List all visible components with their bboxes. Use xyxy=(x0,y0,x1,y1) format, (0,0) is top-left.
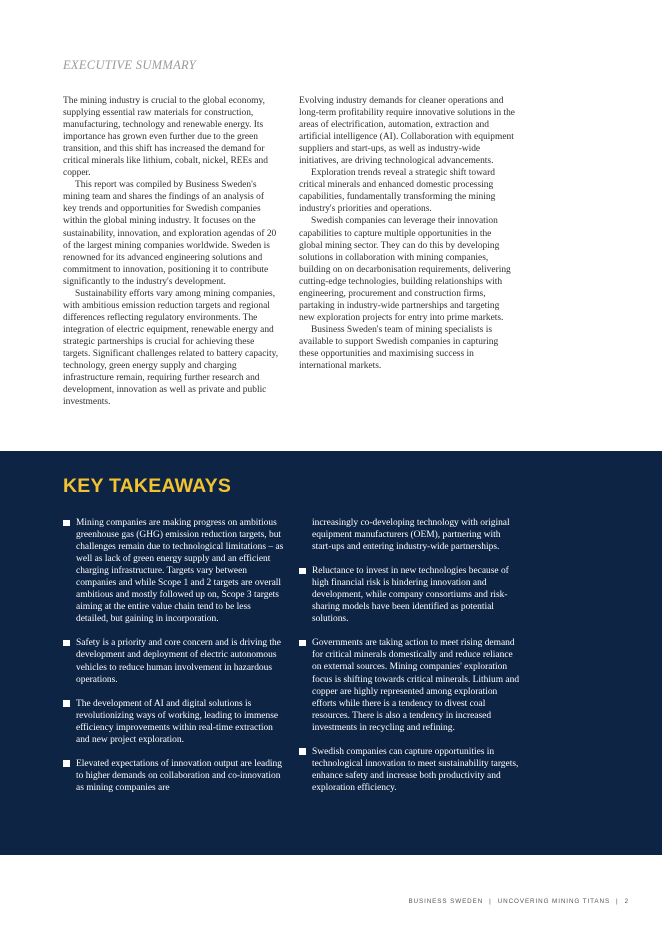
list-item-text: Reluctance to invest in new technologies because of high financial risk is hindering innovation and development, while company consortiums and risk-sharing models have been identified as potential solutions. xyxy=(312,566,509,625)
list-item xyxy=(63,758,285,794)
key-takeaways-list-left xyxy=(63,517,285,806)
list-item-continuation xyxy=(299,517,521,553)
summary-paragraph: Swedish companies can leverage their innovation capabilities to capture multiple opportunities in the global mining sector. They can do this by developing solutions in collaboration with mining companies, building on on decarbonisation requirements, delivering cutting-edge technologies, building relationships with engineering, procurement and construction firms, partaking in industry-wide partnerships and targeting new exploration projects for entry into prime markets. xyxy=(299,216,511,323)
square-bullet-icon xyxy=(299,640,306,647)
list-item-text: Governments are taking action to meet rising demand for critical minerals domestically and reduce reliance on external sources. Mining companies' exploration focus is shifting towards critical minerals. Lithium and copper are highly represented among exploration efforts while there is a tendency to divest coal resources. There is also a tendency in increased investments in recycling and refining. xyxy=(312,638,520,733)
list-item xyxy=(63,698,285,746)
summary-paragraph: Evolving industry demands for cleaner operations and long-term profitability require innovative solutions in the areas of electrification, automation, extraction and artificial intelligence (AI). Collaboration with equipment suppliers and start-ups, as well as industry-wide initiatives, are driving technological advancements. xyxy=(299,96,515,167)
summary-column-left xyxy=(63,95,279,408)
square-bullet-icon xyxy=(63,700,70,707)
summary-paragraph: Exploration trends reveal a strategic shift toward critical minerals and enhanced domestic processing capabilities, fundamentally transforming the mining industry's priorities and operations. xyxy=(299,168,496,215)
list-item-text: Elevated expectations of innovation output are leading to higher demands on collaboration and co-innovation as mining companies are xyxy=(76,758,282,793)
list-item-text: Mining companies are making progress on ambitious greenhouse gas (GHG) emission reduction targets, but challenges remain due to technological limitations – as well as lack of green energy supply and an efficient charging infrastructure. Targets vary between companies and while Scope 1 and 2 targets are overall ambitious and mostly followed up on, Scope 3 targets aiming at the entire value chain tend to be less detailed, but gaining in incorporation. xyxy=(76,518,284,625)
list-item-text: Safety is a priority and core concern and is driving the development and deployment of electric autonomous vehicles to reduce human involvement in hazardous operations. xyxy=(76,638,281,685)
square-bullet-icon xyxy=(63,520,70,527)
summary-paragraph: This report was compiled by Business Sweden's mining team and shares the findings of an analysis of key trends and opportunities for Swedish companies within the global mining industry. It focuses on the sustainability, innovation, and exploration agendas of 20 of the largest mining companies worldwide. Sweden is renowned for its advanced engineering solutions and commitment to innovation, positioning it to contribute significantly to the industry's development. xyxy=(63,180,277,287)
summary-paragraph: The mining industry is crucial to the global economy, supplying essential raw materials for construction, manufacturing, technology and renewable energy. Its importance has grown even further due to the green transition, and this shift has increased the demand for critical minerals like lithium, cobalt, nickel, REEs and copper. xyxy=(63,96,268,179)
square-bullet-icon xyxy=(63,760,70,767)
list-item-text: The development of AI and digital solutions is revolutionizing ways of working, leading to immense efficiency improvements within real-time extraction and new project exploration. xyxy=(76,698,279,745)
square-bullet-icon xyxy=(299,748,306,755)
page-footer xyxy=(408,898,629,905)
footer-org: BUSINESS SWEDEN xyxy=(408,898,484,905)
page-number: 2 xyxy=(624,898,629,905)
list-item xyxy=(299,746,521,794)
list-item-text: Swedish companies can capture opportunities in technological innovation to meet sustainability targets, enhance safety and increase both productivity and exploration efficiency. xyxy=(312,746,519,793)
summary-paragraph: Sustainability efforts vary among mining companies, with ambitious emission reduction targets and regional differences reflecting regulatory environments. The integration of electric equipment, renewable energy and strategic partnerships is crucial for achieving these targets. Significant challenges related to battery capacity, technology, green energy supply and charging infrastructure remain, requiring further research and development, innovation as well as private and public investments. xyxy=(63,288,279,408)
footer-separator: | xyxy=(489,898,492,905)
list-item xyxy=(299,565,521,625)
key-takeaways-list-right xyxy=(299,517,521,806)
summary-column-right xyxy=(299,95,515,372)
square-bullet-icon xyxy=(63,640,70,647)
summary-paragraph: Business Sweden's team of mining specialists is available to support Swedish companies in capturing these opportunities and maximising success in international markets. xyxy=(299,324,499,372)
square-bullet-icon xyxy=(299,568,306,575)
list-item xyxy=(63,637,285,685)
footer-separator: | xyxy=(616,898,619,905)
key-takeaways-heading: KEY TAKEAWAYS xyxy=(63,475,232,497)
list-item-text: increasingly co-developing technology with original equipment manufacturers (OEM), partnering with start-ups and entering industry-wide partnerships. xyxy=(312,518,510,553)
section-title: EXECUTIVE SUMMARY xyxy=(63,58,196,72)
footer-report-title: UNCOVERING MINING TITANS xyxy=(497,898,611,905)
list-item xyxy=(299,637,521,733)
list-item xyxy=(63,517,285,625)
